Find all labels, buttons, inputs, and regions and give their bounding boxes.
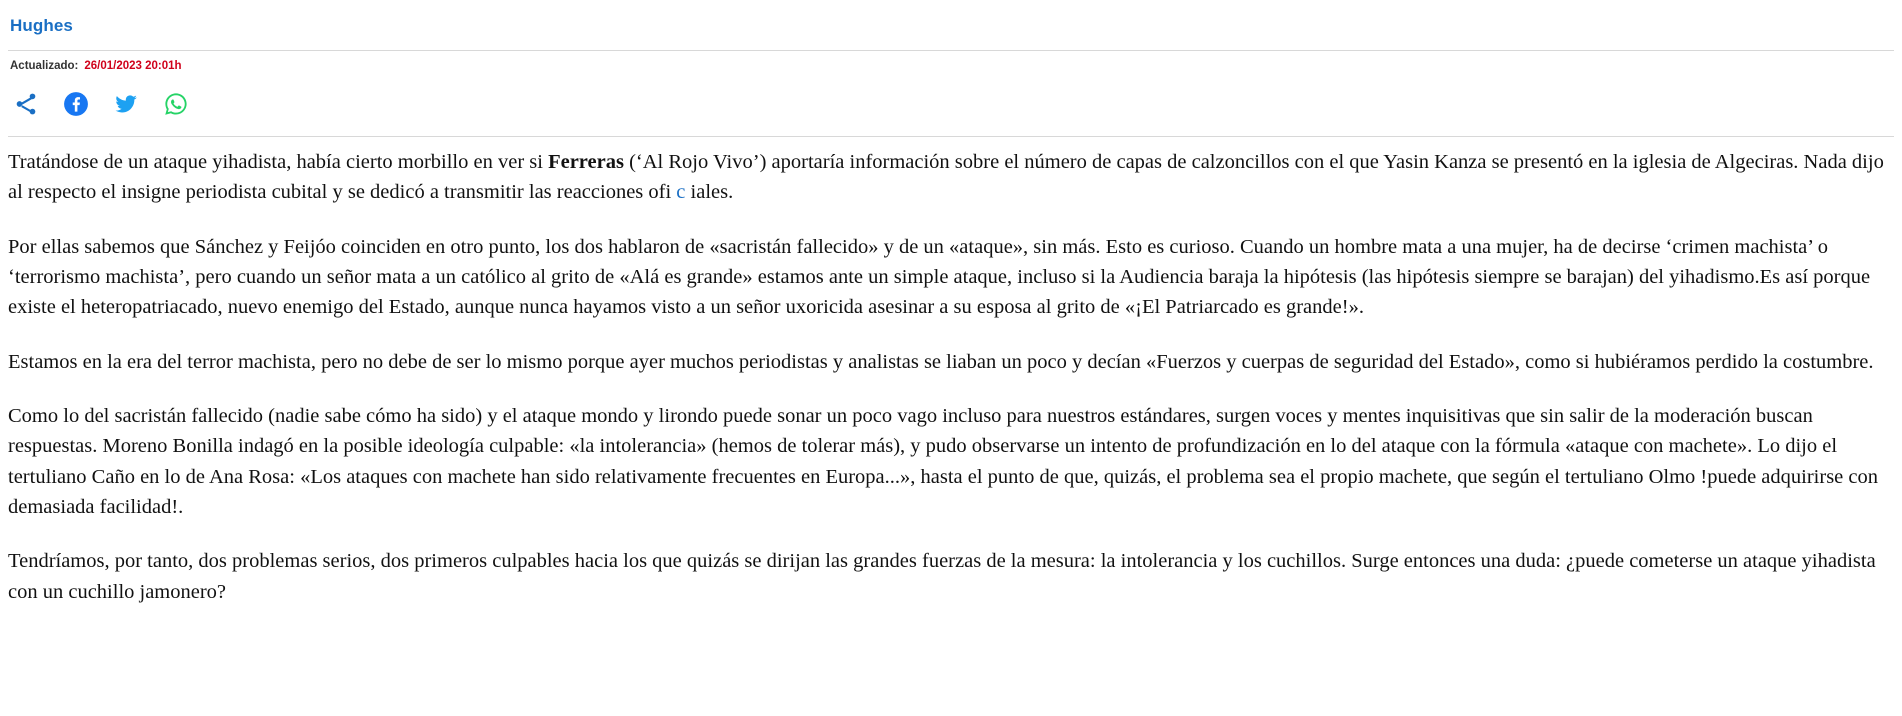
article-paragraph (8, 347, 1894, 377)
article-paragraph (8, 147, 1894, 208)
paragraph-text: iales. (685, 181, 734, 204)
facebook-icon[interactable] (62, 90, 90, 118)
article-body (8, 147, 1894, 607)
updated-timestamp: 26/01/2023 20:01h (84, 60, 182, 72)
article-paragraph (8, 401, 1894, 522)
share-generic-icon[interactable] (12, 90, 40, 118)
emphasis-text: Ferreras (548, 151, 624, 173)
twitter-icon[interactable] (112, 90, 140, 118)
paragraph-text: Tratándose de un ataque yihadista, había cierto morbillo en ver si (8, 151, 549, 173)
article-byline-author[interactable]: Hughes (10, 16, 73, 35)
paragraph-text: (‘Al Rojo Vivo’) aportaría información sobre el número de capas de calzoncillos con el que Yasin Kanza se presentó en la iglesia de Algeciras. Nada dijo al respecto el insigne periodista cubital y se dedicó a transmitir las reacciones ofi (8, 151, 1884, 204)
divider-above-meta (8, 50, 1894, 51)
article-paragraph (8, 232, 1894, 323)
share-bar (12, 88, 1894, 120)
paragraph-text: Estamos en la era del terror machista, pero no debe de ser lo mismo porque ayer muchos periodistas y analistas se liaban un poco y decían «Fuerzos y cuerpas de seguridad del Estado», como si hubiéramos perdido la costumbre. (8, 350, 1874, 373)
updated-label: Actualizado: (10, 60, 79, 72)
article-meta (10, 60, 1894, 72)
whatsapp-icon[interactable] (162, 90, 190, 118)
article-paragraph (8, 546, 1894, 607)
inline-link[interactable]: c (676, 181, 686, 204)
divider-below-share (8, 136, 1894, 137)
paragraph-text: Por ellas sabemos que Sánchez y Feijóo coinciden en otro punto, los dos hablaron de «sacristán fallecido» y de un «ataque», sin más. Esto es curioso. Cuando un hombre mata a una mujer, ha de decirse ‘crimen machista’ o ‘terrorismo machista’, pero cuando un señor mata a un católico al grito de «Alá es grande» estamos ante un simple ataque, incluso si la Audiencia baraja la hipótesis (las hipótesis siempre se barajan) del yihadismo.Es así porque existe el heteropatriacado, nuevo enemigo del Estado, aunque nunca hayamos visto a un señor uxoricida asesinar a su esposa al grito de «¡El Patriarcado es grande!». (8, 235, 1871, 319)
paragraph-text: Tendríamos, por tanto, dos problemas serios, dos primeros culpables hacia los que quizás se dirijan las grandes fuerzas de la mesura: la intolerancia y los cuchillos. Surge entonces una duda: ¿puede cometerse un ataque yihadista con un cuchillo jamonero? (8, 550, 1876, 603)
paragraph-text: Como lo del sacristán fallecido (nadie sabe cómo ha sido) y el ataque mondo y lirondo puede sonar un poco vago incluso para nuestros estándares, surgen voces y mentes inquisitivas que sin salir de la moderación buscan respuestas. Moreno Bonilla indagó en la posible ideología culpable: «la intolerancia» (hemos de tolerar más), y pudo observarse un intento de profundización en lo del ataque con la fórmula «ataque con machete». Lo dijo el tertuliano Caño en lo de Ana Rosa: «Los ataques con machete han sido relativamente frecuentes en Europa...», hasta el punto de que, quizás, el problema sea el propio machete, que según el tertuliano Olmo !puede adquirirse con demasiada facilidad!. (8, 404, 1878, 518)
